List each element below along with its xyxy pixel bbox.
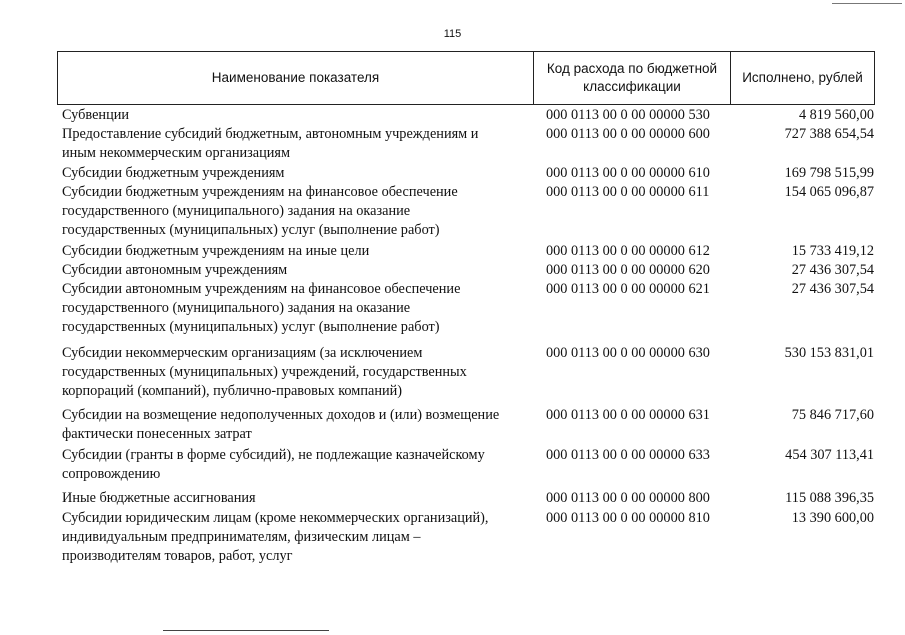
row-name: Субсидии автономным учреждениям на финансовое обеспечение государственного (муниципального) задания на оказание государственных (муниципальных) услуг (выполнение работ) — [62, 281, 461, 335]
row-amount: 4 819 560,00 — [798, 107, 874, 123]
row-amount: 454 307 113,41 — [785, 447, 874, 463]
header-name: Наименование показателя — [58, 52, 534, 104]
row-name: Иные бюджетные ассигнования — [62, 490, 256, 506]
row-name: Субсидии бюджетным учреждениям на иные цели — [62, 243, 370, 259]
row-code: 000 0113 00 0 00 00000 621 — [546, 281, 710, 297]
row-amount: 27 436 307,54 — [791, 262, 874, 278]
row-name: Субвенции — [62, 107, 130, 123]
row-amount: 530 153 831,01 — [784, 345, 874, 361]
row-code: 000 0113 00 0 00 00000 633 — [546, 447, 710, 463]
row-amount: 115 088 396,35 — [785, 490, 874, 506]
row-name: Предоставление субсидий бюджетным, автономным учреждениям и иным некоммерческим организациям — [62, 126, 479, 161]
row-code: 000 0113 00 0 00 00000 611 — [546, 184, 710, 200]
row-code: 000 0113 00 0 00 00000 600 — [546, 126, 710, 142]
row-amount: 13 390 600,00 — [791, 510, 874, 526]
page-number: 115 — [443, 28, 462, 40]
row-code: 000 0113 00 0 00 00000 620 — [546, 262, 710, 278]
row-name: Субсидии бюджетным учреждениям на финансовое обеспечение государственного (муниципального) задания на оказание государственных (муниципальных) услуг (выполнение работ) — [62, 184, 458, 238]
row-amount: 154 065 096,87 — [784, 184, 874, 200]
row-name: Субсидии некоммерческим организациям (за исключением государственных (муниципальных) учреждений, государственных корпораций (компаний), публично-правовых компаний) — [62, 345, 467, 399]
row-name: Субсидии на возмещение недополученных доходов и (или) возмещение фактически понесенных затрат — [62, 407, 500, 442]
row-name: Субсидии автономным учреждениям — [62, 262, 288, 278]
header-code: Код расхода по бюджетной классификации — [534, 52, 731, 104]
header-amount: Исполнено, рублей — [742, 70, 863, 85]
row-code: 000 0113 00 0 00 00000 610 — [546, 165, 710, 181]
row-amount: 75 846 717,60 — [791, 407, 874, 423]
row-code: 000 0113 00 0 00 00000 630 — [546, 345, 710, 361]
row-code: 000 0113 00 0 00 00000 530 — [546, 107, 710, 123]
row-name: Субсидии бюджетным учреждениям — [62, 165, 285, 181]
row-amount: 15 733 419,12 — [791, 243, 874, 259]
row-code: 000 0113 00 0 00 00000 800 — [546, 490, 710, 506]
row-code: 000 0113 00 0 00 00000 631 — [546, 407, 710, 423]
row-amount: 169 798 515,99 — [784, 165, 874, 181]
row-name: Субсидии юридическим лицам (кроме некоммерческих организаций), индивидуальным предпринимателям, физическим лицам – производителям товаров, работ, услуг — [62, 510, 489, 564]
row-amount: 727 388 654,54 — [784, 126, 874, 142]
row-code: 000 0113 00 0 00 00000 612 — [546, 243, 710, 259]
row-name: Субсидии (гранты в форме субсидий), не подлежащие казначейскому сопровождению — [62, 447, 485, 482]
row-amount: 27 436 307,54 — [791, 281, 874, 297]
row-code: 000 0113 00 0 00 00000 810 — [546, 510, 710, 526]
footnote-separator — [163, 630, 329, 631]
